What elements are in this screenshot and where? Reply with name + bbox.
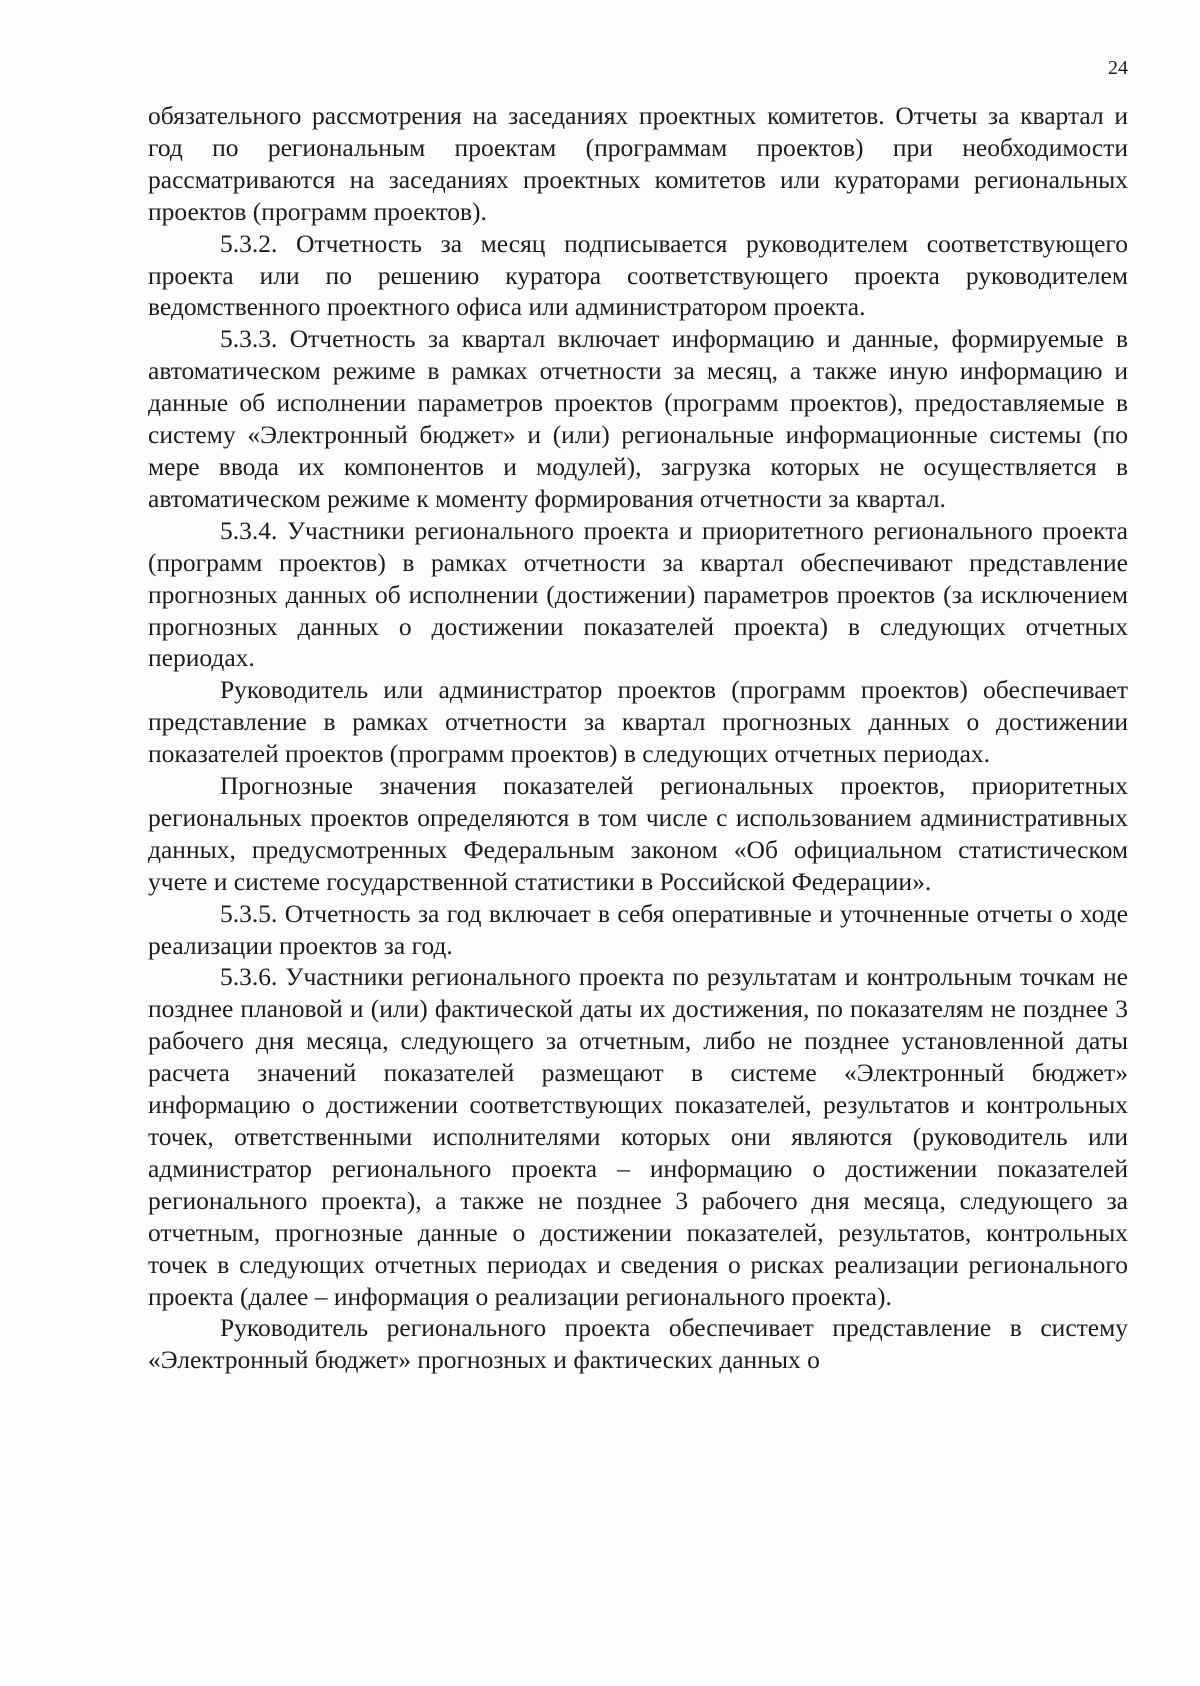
paragraph-committees-review: обязательного рассмотрения на заседаниях проектных комитетов. Отчеты за квартал и год по региональным проектам (программам проектов) при необходимости рассматриваются на заседаниях проектных комитетов или кураторами региональных проектов (программ проектов).	[148, 101, 1128, 226]
paragraph-forecast-values: Прогнозные значения показателей региональных проектов, приоритетных региональных проектов определяются в том числе с использованием административных данных, предусмотренных Федеральным законом «Об официальном статистическом учете и системе государственной статистики в Российской Федерации».	[148, 771, 1128, 896]
paragraph-5-3-4: 5.3.4. Участники регионального проекта и приоритетного регионального проекта (программ проектов) в рамках отчетности за квартал обеспечивают представление прогнозных данных об исполнении (достижении) параметров проектов (за исключением прогнозных данных о достижении показателей проекта) в следующих отчетных периодах.	[148, 515, 1128, 673]
paragraph-5-3-3: 5.3.3. Отчетность за квартал включает информацию и данные, формируемые в автоматическом режиме в рамках отчетности за месяц, а также иную информацию и данные об исполнении параметров проектов (программ проектов), предоставляемые в систему «Электронный бюджет» и (или) региональные информационные системы (по мере ввода их компонентов и модулей), загрузка которых не осуществляется в автоматическом режиме к моменту формирования отчетности за квартал.	[148, 324, 1128, 513]
paragraph-5-3-6: 5.3.6. Участники регионального проекта по результатам и контрольным точкам не позднее плановой и (или) фактической даты их достижения, по показателям не позднее 3 рабочего дня месяца, следующего за отчетным, либо не позднее установленной даты расчета значений показателей размещают в системе «Электронный бюджет» информацию о достижении соответствующих показателей, результатов и контрольных точек, ответственными исполнителями которых они являются (руководитель или администратор регионального проекта – информацию о достижении показателей регионального проекта), а также не позднее 3 рабочего дня месяца, следующего за отчетным, прогнозные данные о достижении показателей, результатов, контрольных точек в следующих отчетных периодах и сведения о рисках реализации регионального проекта (далее – информация о реализации регионального проекта).	[148, 962, 1128, 1311]
document-body	[148, 100, 1128, 1376]
page-number: 24	[1108, 57, 1128, 79]
paragraph-5-3-5: 5.3.5. Отчетность за год включает в себя оперативные и уточненные отчеты о ходе реализации проектов за год.	[148, 898, 1128, 960]
paragraph-project-head-submission: Руководитель регионального проекта обеспечивает представление в систему «Электронный бюджет» прогнозных и фактических данных о	[148, 1313, 1128, 1375]
paragraph-5-3-2: 5.3.2. Отчетность за месяц подписывается руководителем соответствующего проекта или по решению куратора соответствующего проекта руководителем ведомственного проектного офиса или администратором проекта.	[148, 228, 1128, 322]
paragraph-project-head-forecast: Руководитель или администратор проектов (программ проектов) обеспечивает представление в рамках отчетности за квартал прогнозных данных о достижении показателей проектов (программ проектов) в следующих отчетных периодах.	[148, 675, 1128, 769]
